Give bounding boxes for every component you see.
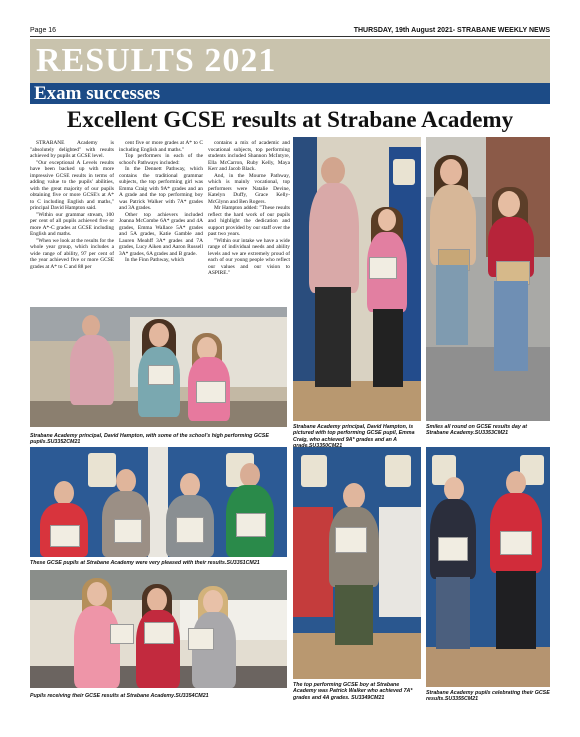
photo-celebrating xyxy=(426,447,550,687)
paragraph: Top performers in each of the school's Pathways included: xyxy=(119,153,203,166)
photo-principal-emma xyxy=(293,137,421,421)
caption-principal-group: Strabane Academy principal, David Hampton, with some of the school's high performing GCSE pupils.SU3352CM21 xyxy=(30,433,269,446)
paragraph: In the Dennett Pathway, which contains the traditional grammar subjects, the top performing girl was Emma Craig with 9A* grades and an A grade and the top performing boy was Patrick Walker with 7A* grades and 3A grades. xyxy=(119,166,203,211)
paragraph: "When we look at the results for the whole year group, which includes a wide range of ability, 97 per cent of the year achieved five or more GCSE grades at A* to C and 88 per xyxy=(30,237,114,270)
section-title: RESULTS 2021 xyxy=(36,42,277,79)
paragraph: "Within our grammar stream, 100 per cent of all pupils achieved five or more A*-C grades at GCSE including English and maths. xyxy=(30,211,114,237)
paragraph: contains a mix of academic and vocational subjects, top performing students included Shannon McIntyre, Ella McCarron, Ruby Kelly, Maya Kerr and Jacob Black. xyxy=(208,140,290,172)
paragraph: In the Finn Pathway, which xyxy=(125,257,185,263)
caption-smiles: Smiles all round on GCSE results day at Strabane Academy.SU3353CM21 xyxy=(426,424,527,437)
paragraph: cent five or more grades at A* to C including English and maths." xyxy=(119,140,203,153)
header-rule xyxy=(30,36,550,37)
article-column-1 xyxy=(30,140,114,305)
photo-girls xyxy=(30,570,287,688)
caption-principal-emma: Strabane Academy principal, David Hampton, is pictured with top performing GCSE pupil, Emma Craig, who achieved 9A* grades and an A xyxy=(293,424,415,443)
caption-celebrating: Strabane Academy pupils celebrating their GCSE results.SU3355CM21 xyxy=(426,690,550,703)
subsection-title: Exam successes xyxy=(34,83,161,104)
paragraph: "Within our intake we have a wide range of individual needs and ability levels and we are extremely proud of each of our young people who reflect our values and our vision to ASPIRE." xyxy=(208,237,290,276)
photo-patrick xyxy=(293,447,421,679)
photo-principal-group xyxy=(30,307,287,427)
caption-boys: These GCSE pupils at Strabane Academy were very pleased with their results.SU3351CM21 xyxy=(30,560,260,566)
page-header xyxy=(30,24,550,36)
photo-smiles xyxy=(426,137,550,421)
paragraph: STRABANE Academy is "absolutely delighted" with results achieved by pupils at GCSE level. xyxy=(30,140,114,159)
article-column-2 xyxy=(119,140,203,305)
date-line: THURSDAY, 19th August 2021- STRABANE WEEKLY NEWS xyxy=(353,26,550,34)
page-number: Page 16 xyxy=(30,26,57,34)
article-headline: Excellent GCSE results at Strabane Academy xyxy=(66,107,514,132)
paragraph: Other top achievers included Joanna McCombe 6A* grades and 4A grades, Emma Wallace 5A* grades and 5A grades, Katie Gamble and Lauren Meahff 3A* grades and 7A grades, Lucy Aiken and Aaron Russell 3A* grades, 6A grades and B grade. xyxy=(119,211,203,257)
photo-boys xyxy=(30,447,287,557)
paragraph: Mr Hampton added: "These results reflect the hard work of our pupils and highlight the dedication and support provided by our staff over the past two years. xyxy=(208,205,290,237)
caption-patrick: The top performing GCSE boy at Strabane Academy was Patrick Walker who achieved 7A* grades and 4A grades. SU3349CM21 xyxy=(293,682,413,701)
paragraph: And, in the Mourne Pathway, which is mainly vocational, top performers were Natalie Devine, Katelyn Duffy, Grace Kelly-McGlynn and Ben Rogers. xyxy=(208,172,290,205)
paragraph: "Our exceptional A Levels results have been backed up with more impressive GCSE results in terms of adding value to the pupils' abilities, with the great majority of our pupils obtaining five or more GCSE's at A* to C including English and maths," principal David Hampton said. xyxy=(30,159,114,211)
caption-girls: Pupils receiving their GCSE results at Strabane Academy.SU3354CM21 xyxy=(30,693,209,699)
article-column-3 xyxy=(208,140,290,305)
